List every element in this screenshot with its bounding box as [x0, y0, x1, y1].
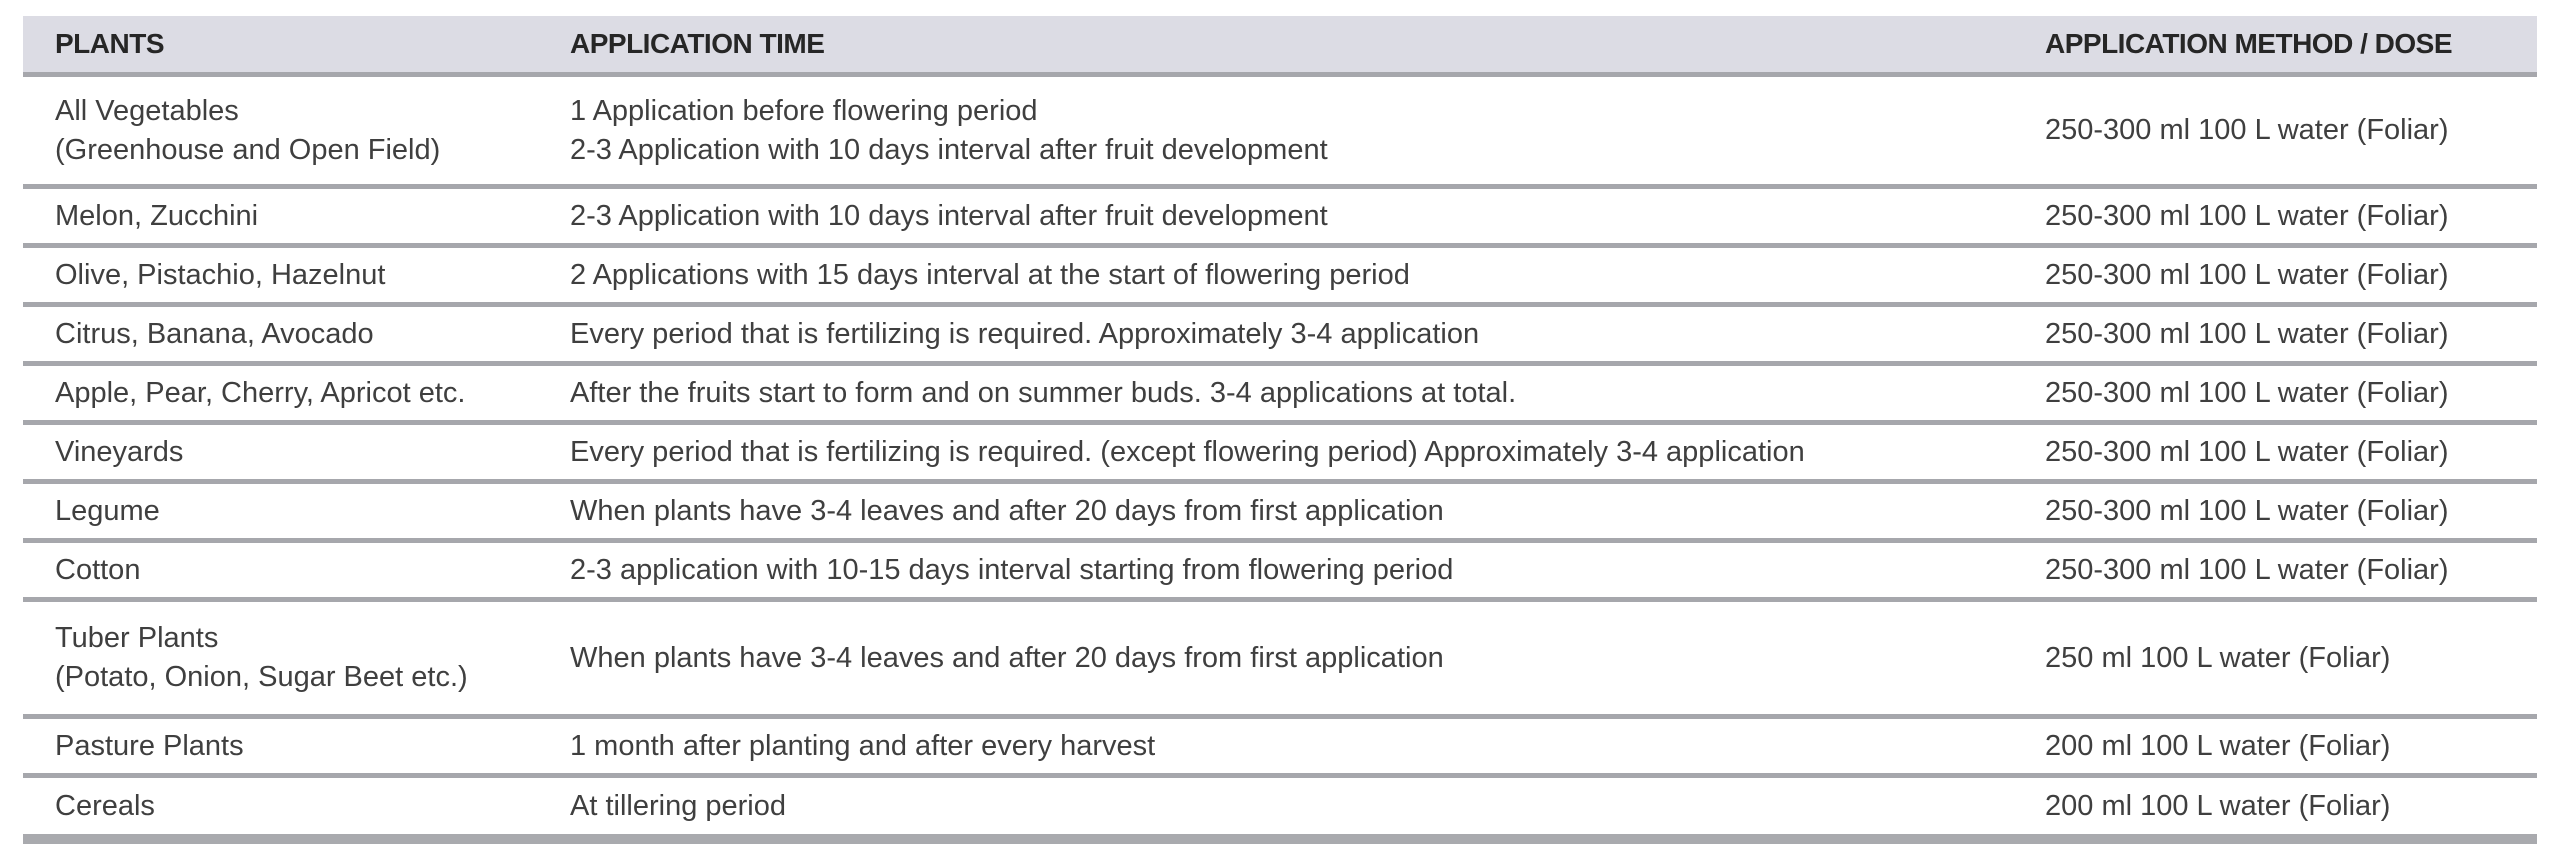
plants-line: Citrus, Banana, Avocado [55, 317, 374, 350]
application-time-cell [570, 92, 2022, 170]
table-row-tuber-plants [23, 602, 2537, 719]
table-row-cotton [23, 543, 2537, 602]
table-row-melon-zucchini [23, 189, 2537, 248]
plants-line: (Potato, Onion, Sugar Beet etc.) [55, 661, 468, 693]
table-bottom-bar [23, 834, 2537, 844]
dose-cell: 200 ml 100 L water (Foliar) [2045, 729, 2391, 762]
table-row-cereals [23, 778, 2537, 834]
application-time-cell [570, 492, 2022, 531]
plants-cell [23, 256, 570, 295]
table-row-citrus-banana-avocado [23, 307, 2537, 366]
application-time-cell [570, 197, 2022, 236]
application-time-cell [570, 551, 2022, 590]
dose-cell: 250-300 ml 100 L water (Foliar) [2045, 258, 2449, 291]
dose-cell: 250-300 ml 100 L water (Foliar) [2045, 376, 2449, 409]
table-row-vineyards [23, 425, 2537, 484]
header-plants: PLANTS [55, 28, 164, 59]
plants-cell [23, 551, 570, 590]
plants-cell [23, 492, 570, 531]
application-time-cell [570, 727, 2022, 766]
application-time-cell [570, 315, 2022, 354]
time-line: 1 month after planting and after every harvest [570, 729, 1156, 762]
table-row-apple-pear-cherry-apricot [23, 366, 2537, 425]
plants-line: Vineyards [55, 435, 184, 468]
time-line: When plants have 3-4 leaves and after 20 days from first application [570, 494, 1444, 527]
plants-line: Cereals [55, 789, 155, 822]
plants-line: Melon, Zucchini [55, 199, 259, 232]
time-line: After the fruits start to form and on summer buds. 3-4 applications at total. [570, 376, 1517, 409]
table-row-all-vegetables [23, 77, 2537, 189]
plants-cell [23, 619, 570, 697]
time-line: 1 Application before flowering period [570, 94, 1038, 127]
time-line: At tillering period [570, 789, 786, 822]
application-time-cell [570, 433, 2022, 472]
dose-cell: 250 ml 100 L water (Foliar) [2045, 641, 2391, 674]
plants-cell [23, 727, 570, 766]
time-line: 2-3 Application with 10 days interval after fruit development [570, 199, 1328, 232]
header-application-method-dose: APPLICATION METHOD / DOSE [2045, 28, 2452, 59]
dose-cell: 250-300 ml 100 L water (Foliar) [2045, 199, 2449, 232]
dose-cell: 200 ml 100 L water (Foliar) [2045, 789, 2391, 822]
plants-cell [23, 787, 570, 826]
dose-cell: 250-300 ml 100 L water (Foliar) [2045, 435, 2449, 468]
table-row-olive-pistachio-hazelnut [23, 248, 2537, 307]
plants-line: Apple, Pear, Cherry, Apricot etc. [55, 376, 466, 409]
dose-cell: 250-300 ml 100 L water (Foliar) [2045, 494, 2449, 527]
plants-cell [23, 315, 570, 354]
plants-line: Tuber Plants [55, 622, 219, 654]
dose-cell: 250-300 ml 100 L water (Foliar) [2045, 114, 2449, 146]
plants-cell [23, 433, 570, 472]
header-application-time: APPLICATION TIME [570, 28, 825, 59]
dose-cell: 250-300 ml 100 L water (Foliar) [2045, 553, 2449, 586]
time-line: 2 Applications with 15 days interval at the start of flowering period [570, 258, 1410, 291]
time-line: 2-3 Application with 10 days interval after fruit development [570, 133, 1328, 166]
plants-line: All Vegetables [55, 94, 239, 127]
plants-line: Cotton [55, 553, 141, 586]
application-time-cell [570, 374, 2022, 413]
plants-line: Pasture Plants [55, 729, 244, 762]
plants-cell [23, 197, 570, 236]
application-rate-table [23, 16, 2537, 844]
application-time-cell [570, 256, 2022, 295]
time-line: Every period that is fertilizing is required. (except flowering period) Approximately 3-4 application [570, 435, 1805, 468]
time-line: When plants have 3-4 leaves and after 20 days from first application [570, 641, 1444, 674]
plants-line: Legume [55, 494, 160, 527]
table-row-pasture-plants [23, 719, 2537, 778]
time-line: Every period that is fertilizing is required. Approximately 3-4 application [570, 317, 1480, 350]
plants-cell [23, 374, 570, 413]
plants-line: Olive, Pistachio, Hazelnut [55, 258, 386, 291]
application-time-cell [570, 787, 2022, 826]
time-line: 2-3 application with 10-15 days interval starting from flowering period [570, 553, 1454, 586]
plants-cell [23, 92, 570, 170]
dose-cell: 250-300 ml 100 L water (Foliar) [2045, 317, 2449, 350]
table-row-legume [23, 484, 2537, 543]
plants-line: (Greenhouse and Open Field) [55, 133, 441, 166]
application-time-cell [570, 639, 2022, 678]
table-header-row [23, 16, 2537, 77]
